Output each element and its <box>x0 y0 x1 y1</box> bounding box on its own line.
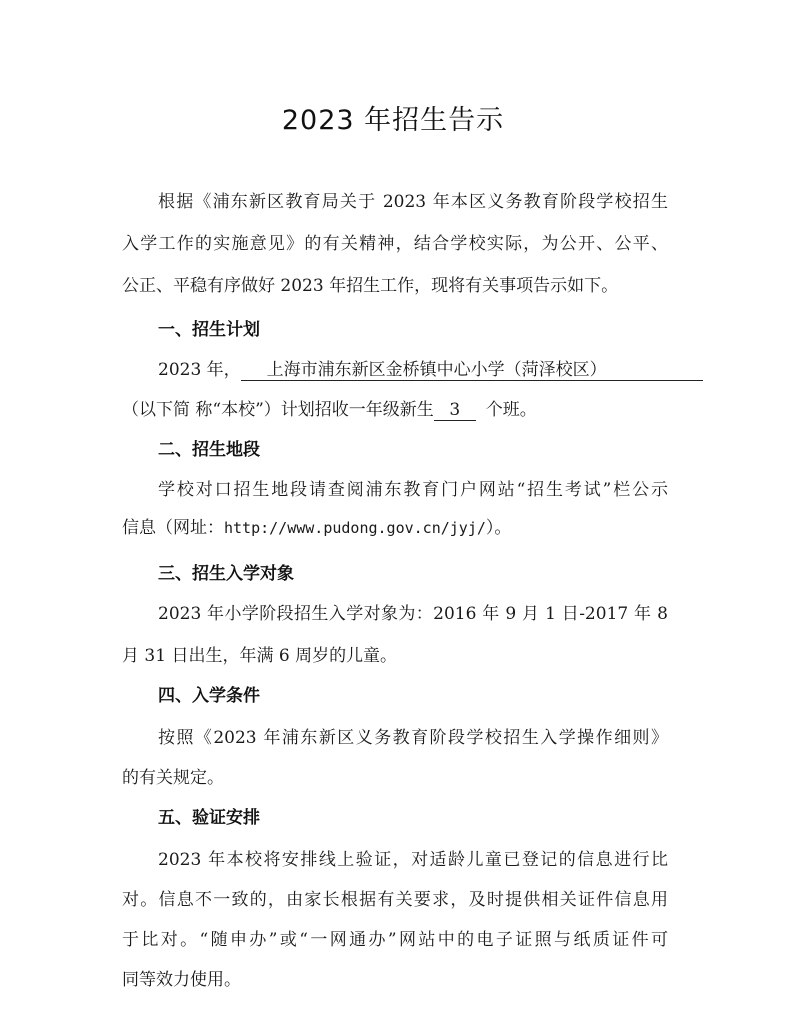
section-heading-verification: 五、验证安排 <box>158 808 260 828</box>
district-line-1: 学校对口招生地段请查阅浦东教育门户网站“招生考试”栏公示 <box>158 480 668 500</box>
verification-line-3: 于比对。“随申办”或“一网通办”网站中的电子证照与纸质证件可 <box>122 930 668 950</box>
section-heading-enrollment-plan: 一、招生计划 <box>158 320 260 340</box>
intro-line-1: 根据《浦东新区教育局关于 2023 年本区义务教育阶段学校招生 <box>158 192 668 212</box>
intro-line-3: 公正、平稳有序做好 2023 年招生工作，现将有关事项告示如下。 <box>122 276 619 296</box>
school-name-field: 上海市浦东新区金桥镇中心小学（菏泽校区） <box>241 360 703 381</box>
verification-line-2: 对。信息不一致的，由家长根据有关要求，及时提供相关证件信息用 <box>122 890 668 910</box>
year-prefix: 2023 年， <box>158 360 241 380</box>
website-url: http://www.pudong.gov.cn/jyj/ <box>224 519 486 537</box>
eligibility-line-2: 月 31 日出生，年满 6 周岁的儿童。 <box>122 646 398 666</box>
eligibility-line-1: 2023 年小学阶段招生入学对象为：2016 年 9 月 1 日-2017 年 8 <box>158 604 668 624</box>
class-count-field: 3 <box>434 400 476 421</box>
enrollment-plan-line-1 <box>158 358 718 382</box>
url-suffix: ）。 <box>485 518 512 538</box>
conditions-line-1: 按照《2023 年浦东新区义务教育阶段学校招生入学操作细则》 <box>158 728 668 748</box>
url-prefix: 信息（网址： <box>122 518 224 538</box>
plan-text: （以下简 称“本校”）计划招收一年级新生 <box>122 400 434 420</box>
section-heading-conditions: 四、入学条件 <box>158 686 260 706</box>
verification-line-1: 2023 年本校将安排线上验证，对适龄儿童已登记的信息进行比 <box>158 850 668 870</box>
enrollment-plan-line-2 <box>122 398 682 422</box>
conditions-line-2: 的有关规定。 <box>122 768 224 788</box>
district-line-2 <box>122 516 682 540</box>
plan-suffix: 个班。 <box>485 400 537 420</box>
section-heading-eligibility: 三、招生入学对象 <box>158 564 294 584</box>
section-heading-district: 二、招生地段 <box>158 440 260 460</box>
page-title: 2023 年招生告示 <box>281 105 505 136</box>
intro-line-2: 入学工作的实施意见》的有关精神，结合学校实际，为公开、公平、 <box>122 234 668 254</box>
verification-line-4: 同等效力使用。 <box>122 970 241 990</box>
